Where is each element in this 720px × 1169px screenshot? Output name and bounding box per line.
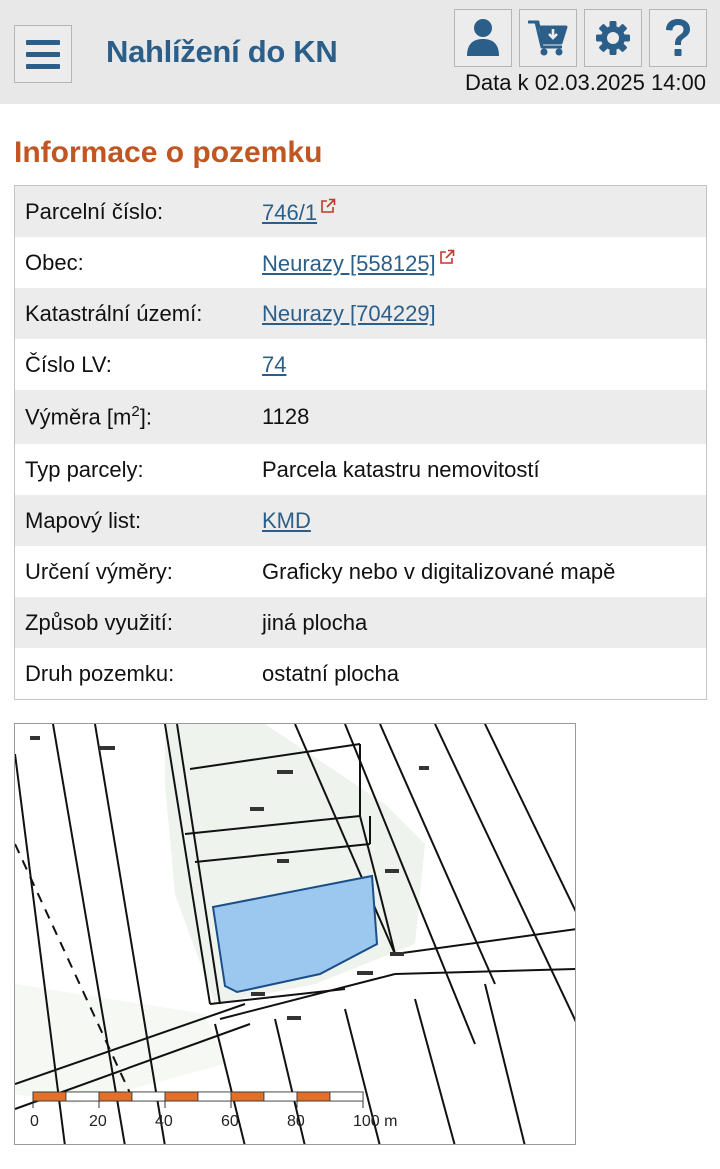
scale-segment [231,1092,264,1101]
app-header [0,0,720,104]
info-value: 1128 [262,404,310,429]
info-row-area [15,390,706,444]
cart-button[interactable] [519,9,577,67]
info-label-text: ]: [139,404,152,430]
info-label: Typ parcely: [25,456,144,482]
cadastral-area-link[interactable]: Neurazy [704229] [262,300,436,326]
settings-button[interactable] [584,9,642,67]
info-value: jiná plocha [262,609,368,635]
parcel-info-table [14,185,707,700]
info-value: ostatní plocha [262,660,399,686]
scale-segment [132,1092,165,1101]
info-row-parcel-type [15,444,706,495]
info-row-map-sheet [15,495,706,546]
info-row-lv-number [15,339,706,390]
scale-label: 0 [30,1113,39,1130]
info-row-area-determination [15,546,706,597]
parcel-number-link[interactable]: 746/1 [262,199,318,225]
scale-segment [33,1092,66,1101]
info-value: Parcela katastru nemovitostí [262,456,540,482]
municipality-link[interactable]: Neurazy [558125] [262,250,436,276]
info-label: Katastrální území: [25,300,203,326]
info-label: Druh pozemku: [25,660,175,686]
gear-icon [594,19,632,57]
info-label [15,403,262,430]
user-icon [465,18,501,58]
info-label: Mapový list: [25,507,142,533]
scale-segment [99,1092,132,1101]
lv-number-link[interactable]: 74 [262,351,287,377]
app-title[interactable]: Nahlížení do KN [106,34,338,69]
info-value [262,198,706,226]
scale-label: 100 m [353,1113,398,1130]
menu-button[interactable] [14,25,72,83]
data-date-label: Data k 02.03.2025 14:00 [465,70,706,95]
menu-icon-bar [26,52,60,57]
scale-segment [165,1092,198,1101]
map-sheet-link[interactable]: KMD [262,507,311,533]
info-row-cadastral-area [15,288,706,339]
section-title: Informace o pozemku [14,136,323,169]
cadastral-map-svg [15,724,576,1145]
scale-label: 40 [155,1113,173,1130]
info-row-parcel-number [15,186,706,237]
info-label: Určení výměry: [25,558,173,584]
cart-icon [528,19,568,57]
help-button[interactable] [649,9,707,67]
info-value [262,352,706,378]
scale-segment [66,1092,99,1101]
external-link-icon[interactable] [439,249,455,265]
info-value [262,249,706,277]
menu-icon-bar [26,40,60,45]
info-label-text: Výměra [m [25,404,132,430]
scale-label: 20 [89,1113,107,1130]
info-label: Obec: [25,249,84,275]
scale-label: 60 [221,1113,239,1130]
info-row-usage [15,597,706,648]
external-link-icon[interactable] [320,198,336,214]
info-value [262,301,706,327]
cadastral-map[interactable] [14,723,576,1145]
info-row-land-kind [15,648,706,699]
scale-segment [264,1092,297,1101]
info-label: Číslo LV: [25,351,112,377]
scale-label: 80 [287,1113,305,1130]
info-label: Parcelní číslo: [25,198,164,224]
map-scale-bar [30,1092,397,1130]
info-label: Způsob využití: [25,609,173,635]
scale-segment [297,1092,330,1101]
info-value [262,508,706,534]
help-icon [663,18,693,58]
scale-segment [330,1092,363,1101]
info-row-municipality [15,237,706,288]
menu-icon-bar [26,64,60,69]
scale-segment [198,1092,231,1101]
info-value: Graficky nebo v digitalizované mapě [262,558,616,584]
user-button[interactable] [454,9,512,67]
info-label-superscript: 2 [131,403,140,421]
